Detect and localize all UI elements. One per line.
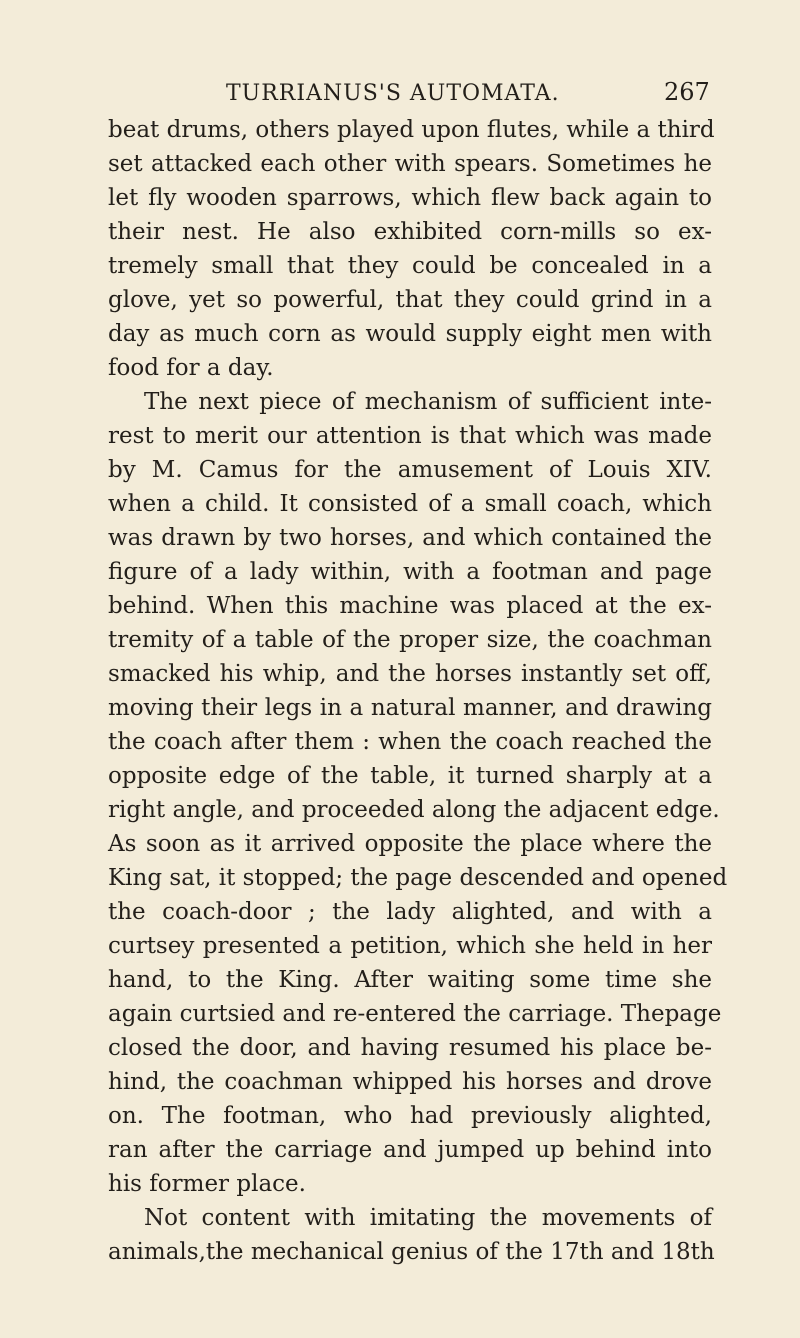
text-line: set attacked each other with spears. Sometimes he (108, 151, 712, 177)
text-line: moving their legs in a natural manner, and drawing (108, 695, 712, 721)
text-line: the coach-door ; the lady alighted, and with a (108, 899, 712, 925)
text-line: beat drums, others played upon flutes, while a third (108, 117, 715, 143)
text-line: curtsey presented a petition, which she held in her (108, 933, 712, 959)
text-line: closed the door, and having resumed his place be- (108, 1035, 712, 1061)
text-line: on. The footman, who had previously alighted, (108, 1103, 712, 1129)
text-line: day as much corn as would supply eight men with (108, 321, 712, 347)
text-line: the coach after them : when the coach reached the (108, 729, 712, 755)
text-line: right angle, and proceeded along the adjacent edge. (108, 797, 720, 823)
text-line: tremely small that they could be concealed in a (108, 253, 712, 279)
text-line: opposite edge of the table, it turned sharply at a (108, 763, 712, 789)
text-line: again curtsied and re-entered the carriage. Thepage (108, 1001, 722, 1027)
text-line: figure of a lady within, with a footman and page (108, 559, 712, 585)
text-line: let fly wooden sparrows, which flew back again to (108, 185, 712, 211)
text-line: The next piece of mechanism of sufficient inte- (144, 389, 712, 415)
text-line: their nest. He also exhibited corn-mills so ex- (108, 219, 712, 245)
text-line: glove, yet so powerful, that they could grind in a (108, 287, 712, 313)
text-line: King sat, it stopped; the page descended and opened (108, 865, 728, 891)
text-line: smacked his whip, and the horses instantly set off, (108, 661, 712, 687)
text-line: when a child. It consisted of a small coach, which (108, 491, 712, 517)
text-line: Not content with imitating the movements of (144, 1205, 712, 1231)
text-line: food for a day. (108, 355, 274, 381)
running-head: TURRIANUS'S AUTOMATA. (226, 81, 560, 106)
text-line: As soon as it arrived opposite the place where the (108, 831, 712, 857)
text-line: ran after the carriage and jumped up behind into (108, 1137, 712, 1163)
text-line: by M. Camus for the amusement of Louis XIV. (108, 457, 712, 483)
text-line: animals,the mechanical genius of the 17th and 18th (108, 1239, 715, 1265)
text-line: behind. When this machine was placed at the ex- (108, 593, 712, 619)
text-line: hand, to the King. After waiting some time she (108, 967, 712, 993)
text-line: hind, the coachman whipped his horses and drove (108, 1069, 712, 1095)
page-number: 267 (664, 78, 710, 106)
text-line: his former place. (108, 1171, 306, 1197)
text-line: tremity of a table of the proper size, the coachman (108, 627, 712, 653)
text-line: was drawn by two horses, and which contained the (108, 525, 712, 551)
text-line: rest to merit our attention is that which was made (108, 423, 712, 449)
